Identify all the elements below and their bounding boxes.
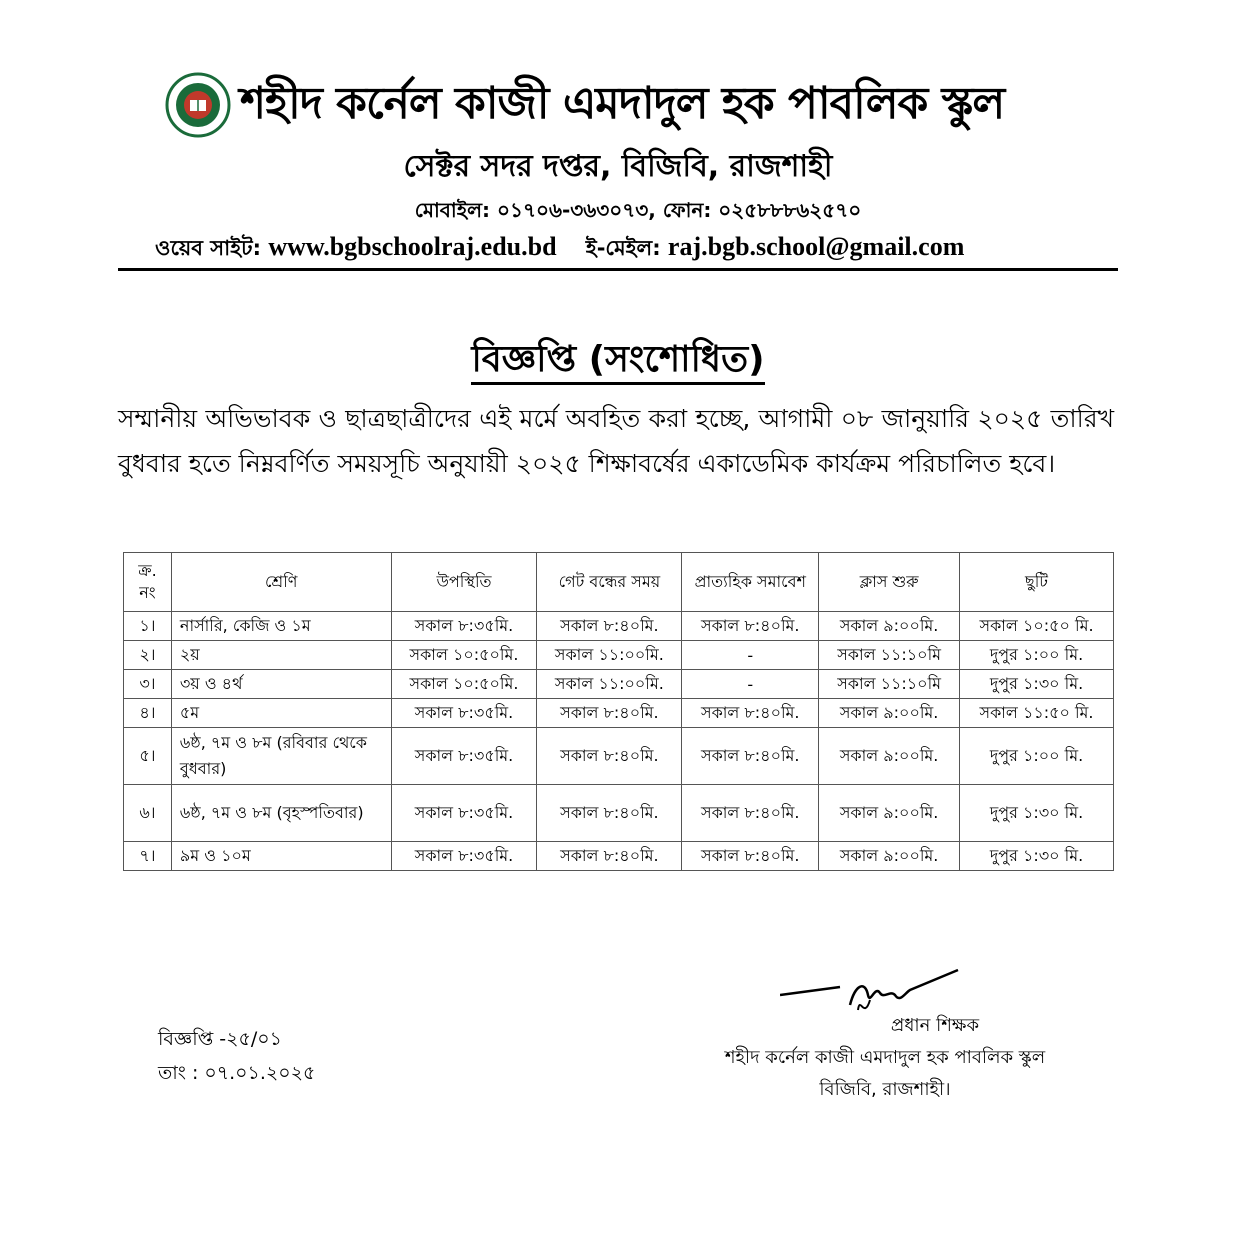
contact-info: মোবাইল: ০১৭০৬-৩৬৩০৭৩, ফোন: ০২৫৮৮৮৬২৫৭০ bbox=[414, 198, 862, 222]
web-email-line bbox=[155, 232, 964, 267]
cell-class: ৩য় ও ৪র্থ bbox=[171, 670, 391, 699]
table-row bbox=[124, 699, 1114, 728]
cell-assembly: - bbox=[682, 641, 819, 670]
cell-gate-close: সকাল ১১:০০মি. bbox=[537, 641, 682, 670]
signatory-block bbox=[700, 1010, 1070, 1106]
reference-number: বিজ্ঞপ্তি -২৫/০১ bbox=[158, 1028, 282, 1050]
table-row bbox=[124, 641, 1114, 670]
table-row bbox=[124, 842, 1114, 871]
website-label: ওয়েব সাইট: bbox=[155, 236, 261, 260]
table-row bbox=[124, 670, 1114, 699]
cell-class-start: সকাল ১১:১০মি bbox=[819, 670, 960, 699]
school-address: সেক্টর সদর দপ্তর, বিজিবি, রাজশাহী bbox=[403, 149, 833, 184]
header-assembly: প্রাত্যহিক সমাবেশ bbox=[682, 553, 819, 612]
notice-title-text: বিজ্ঞপ্তি (সংশোধিত) bbox=[471, 339, 764, 385]
cell-dismissal: দুপুর ১:০০ মি. bbox=[960, 728, 1114, 785]
reference-block bbox=[158, 1022, 315, 1090]
school-name: শহীদ কর্নেল কাজী এমদাদুল হক পাবলিক স্কুল bbox=[240, 78, 1005, 129]
cell-dismissal: দুপুর ১:৩০ মি. bbox=[960, 842, 1114, 871]
cell-attendance: সকাল ৮:৩৫মি. bbox=[391, 699, 537, 728]
cell-dismissal: দুপুর ১:৩০ মি. bbox=[960, 785, 1114, 842]
header-class: শ্রেণি bbox=[171, 553, 391, 612]
cell-serial: ৪। bbox=[124, 699, 172, 728]
cell-attendance: সকাল ১০:৫০মি. bbox=[391, 670, 537, 699]
cell-gate-close: সকাল ৮:৪০মি. bbox=[537, 728, 682, 785]
cell-class-start: সকাল ৯:০০মি. bbox=[819, 612, 960, 641]
header-gate-close: গেট বন্ধের সময় bbox=[537, 553, 682, 612]
signatory-location: বিজিবি, রাজশাহী। bbox=[819, 1079, 951, 1100]
cell-gate-close: সকাল ১১:০০মি. bbox=[537, 670, 682, 699]
cell-serial: ১। bbox=[124, 612, 172, 641]
cell-serial: ৫। bbox=[124, 728, 172, 785]
cell-serial: ৬। bbox=[124, 785, 172, 842]
table-row bbox=[124, 612, 1114, 641]
cell-class: ২য় bbox=[171, 641, 391, 670]
notice-body: সম্মানীয় অভিভাবক ও ছাত্রছাত্রীদের এই মর্মে অবহিত করা হচ্ছে, আগামী ০৮ জানুয়ারি ২০২৫ তারিখ বুধবার হতে নিম্নবর্ণিত সময়সূচি অনুযায়ী ২০২৫ শিক্ষাবর্ষের একাডেমিক কার্যক্রম পরিচালিত হবে। bbox=[118, 404, 1114, 478]
cell-class: ৬ষ্ঠ, ৭ম ও ৮ম (বৃহস্পতিবার) bbox=[171, 785, 391, 842]
table-row bbox=[124, 785, 1114, 842]
cell-serial: ৩। bbox=[124, 670, 172, 699]
cell-gate-close: সকাল ৮:৪০মি. bbox=[537, 842, 682, 871]
cell-attendance: সকাল ৮:৩৫মি. bbox=[391, 785, 537, 842]
header-class-start: ক্লাস শুরু bbox=[819, 553, 960, 612]
cell-assembly: সকাল ৮:৪০মি. bbox=[682, 842, 819, 871]
email-link[interactable]: raj.bgb.school@gmail.com bbox=[667, 232, 965, 261]
cell-assembly: সকাল ৮:৪০মি. bbox=[682, 612, 819, 641]
cell-attendance: সকাল ৮:৩৫মি. bbox=[391, 728, 537, 785]
website-link[interactable]: www.bgbschoolraj.edu.bd bbox=[268, 232, 557, 261]
header-serial: ক্র. নং bbox=[124, 553, 172, 612]
cell-class: ৫ম bbox=[171, 699, 391, 728]
cell-class-start: সকাল ৯:০০মি. bbox=[819, 842, 960, 871]
cell-assembly: সকাল ৮:৪০মি. bbox=[682, 699, 819, 728]
cell-serial: ২। bbox=[124, 641, 172, 670]
cell-dismissal: দুপুর ১:০০ মি. bbox=[960, 641, 1114, 670]
cell-class: নার্সারি, কেজি ও ১ম bbox=[171, 612, 391, 641]
cell-attendance: সকাল ৮:৩৫মি. bbox=[391, 612, 537, 641]
table-header-row bbox=[124, 553, 1114, 612]
cell-attendance: সকাল ৮:৩৫মি. bbox=[391, 842, 537, 871]
cell-assembly: সকাল ৮:৪০মি. bbox=[682, 785, 819, 842]
cell-gate-close: সকাল ৮:৪০মি. bbox=[537, 699, 682, 728]
signatory-school: শহীদ কর্নেল কাজী এমদাদুল হক পাবলিক স্কুল bbox=[724, 1047, 1046, 1068]
cell-dismissal: সকাল ১০:৫০ মি. bbox=[960, 612, 1114, 641]
cell-dismissal: সকাল ১১:৫০ মি. bbox=[960, 699, 1114, 728]
cell-gate-close: সকাল ৮:৪০মি. bbox=[537, 612, 682, 641]
cell-class-start: সকাল ১১:১০মি bbox=[819, 641, 960, 670]
notice-title bbox=[0, 332, 1236, 392]
cell-gate-close: সকাল ৮:৪০মি. bbox=[537, 785, 682, 842]
email-label: ই-মেইল: bbox=[585, 236, 661, 260]
header-dismissal: ছুটি bbox=[960, 553, 1114, 612]
reference-date: তাং : ০৭.০১.২০২৫ bbox=[158, 1062, 316, 1084]
school-logo-icon bbox=[165, 72, 231, 138]
header-attendance: উপস্থিতি bbox=[391, 553, 537, 612]
cell-serial: ৭। bbox=[124, 842, 172, 871]
signatory-title: প্রধান শিক্ষক bbox=[890, 1015, 980, 1036]
cell-dismissal: দুপুর ১:৩০ মি. bbox=[960, 670, 1114, 699]
cell-class: ৯ম ও ১০ম bbox=[171, 842, 391, 871]
cell-assembly: সকাল ৮:৪০মি. bbox=[682, 728, 819, 785]
cell-class-start: সকাল ৯:০০মি. bbox=[819, 785, 960, 842]
header-divider bbox=[118, 268, 1118, 271]
cell-class: ৬ষ্ঠ, ৭ম ও ৮ম (রবিবার থেকে বুধবার) bbox=[171, 728, 391, 785]
cell-assembly: - bbox=[682, 670, 819, 699]
cell-attendance: সকাল ১০:৫০মি. bbox=[391, 641, 537, 670]
schedule-table bbox=[123, 552, 1114, 871]
cell-class-start: সকাল ৯:০০মি. bbox=[819, 699, 960, 728]
cell-class-start: সকাল ৯:০০মি. bbox=[819, 728, 960, 785]
table-row bbox=[124, 728, 1114, 785]
